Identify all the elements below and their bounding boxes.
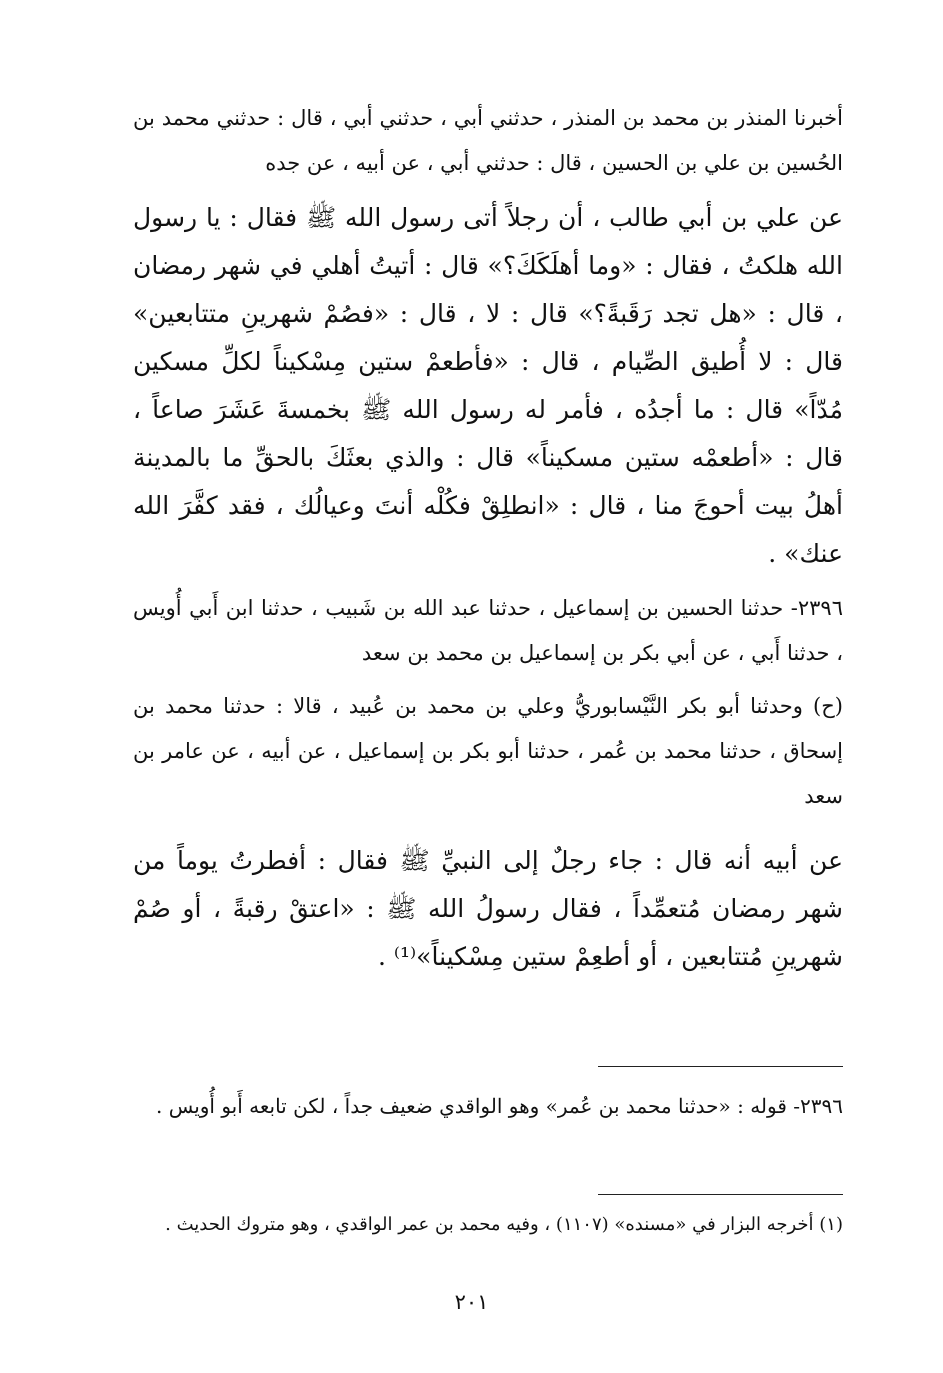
hadith-2396-text: عن أبيه أنه قال : جاء رجلٌ إلى النبيِّ ﷺ فقال : أفطرتُ يوماً من شهر رمضان مُتعمِّداً ، فقال رسولُ الله ﷺ : «اعتقْ رقبةً ، أو صُمْ شهرينِ مُتتابعين ، أو أطعِمْ ستين مِسْكيناً»⁽¹⁾ . <box>133 846 843 971</box>
isnad-paragraph: أخبرنا المنذر بن محمد بن المنذر ، حدثني أبي ، حدثني أبي ، قال : حدثني محمد بن الحُسين بن علي بن الحسين ، قال : حدثني أبي ، عن أبيه ، عن جده <box>133 106 843 175</box>
footnote: (١) أخرجه البزار في «مسنده» (١١٠٧) ، وفيه محمد بن عمر الواقدي ، وهو متروك الحديث . <box>165 1214 843 1235</box>
main-text <box>133 96 843 981</box>
footnote-divider <box>598 1194 843 1195</box>
hadith-text-paragraph: عن علي بن أبي طالب ، أن رجلاً أتى رسول الله ﷺ فقال : يا رسول الله هلكتُ ، فقال : «وما أهلَكَكَ؟» قال : أتيتُ أهلي في شهر رمضان ، قال : «هل تجد رَقَبةً؟» قال : لا ، قال : «فصُمْ شهرينِ متتابعين» قال : لا أُطيق الصِّيام ، قال : «فأطعمْ ستين مِسْكيناً لكلِّ مسكين مُدّاً» قال : ما أجدُه ، فأمر له رسول الله ﷺ بخمسةَ عَشَرَ صاعاً ، قال : «أطعمْه ستين مسكيناً» قال : والذي بعثَكَ بالحقِّ ما بالمدينة أهلُ بيت أحوجَ منا ، قال : «انطلِقْ فكُلْه أنتَ وعيالُك ، فقد كفَّرَ الله عنك» . <box>133 203 843 568</box>
commentary-divider <box>598 1066 843 1067</box>
commentary-note: ٢٣٩٦- قوله : «حدثنا محمد بن عُمر» وهو الواقدي ضعيف جداً ، لكن تابعه أَبو أُويس . <box>155 1094 843 1118</box>
hadith-2396-alternate-isnad: (ح) وحدثنا أبو بكر النَّيْسابوريُّ وعلي بن محمد بن عُبيد ، قالا : حدثنا محمد بن إسحاق ، حدثنا محمد بن عُمر ، حدثنا أبو بكر بن إسماعيل ، عن أبيه ، عن عامر بن سعد <box>133 694 843 808</box>
hadith-2396-isnad: ٢٣٩٦- حدثنا الحسين بن إسماعيل ، حدثنا عبد الله بن شَبيب ، حدثنا ابن أَبي أُويس ، حدثنا أَبي ، عن أبي بكر بن إسماعيل بن محمد بن سعد <box>133 596 843 665</box>
page-number: ٢٠١ <box>454 1290 489 1314</box>
